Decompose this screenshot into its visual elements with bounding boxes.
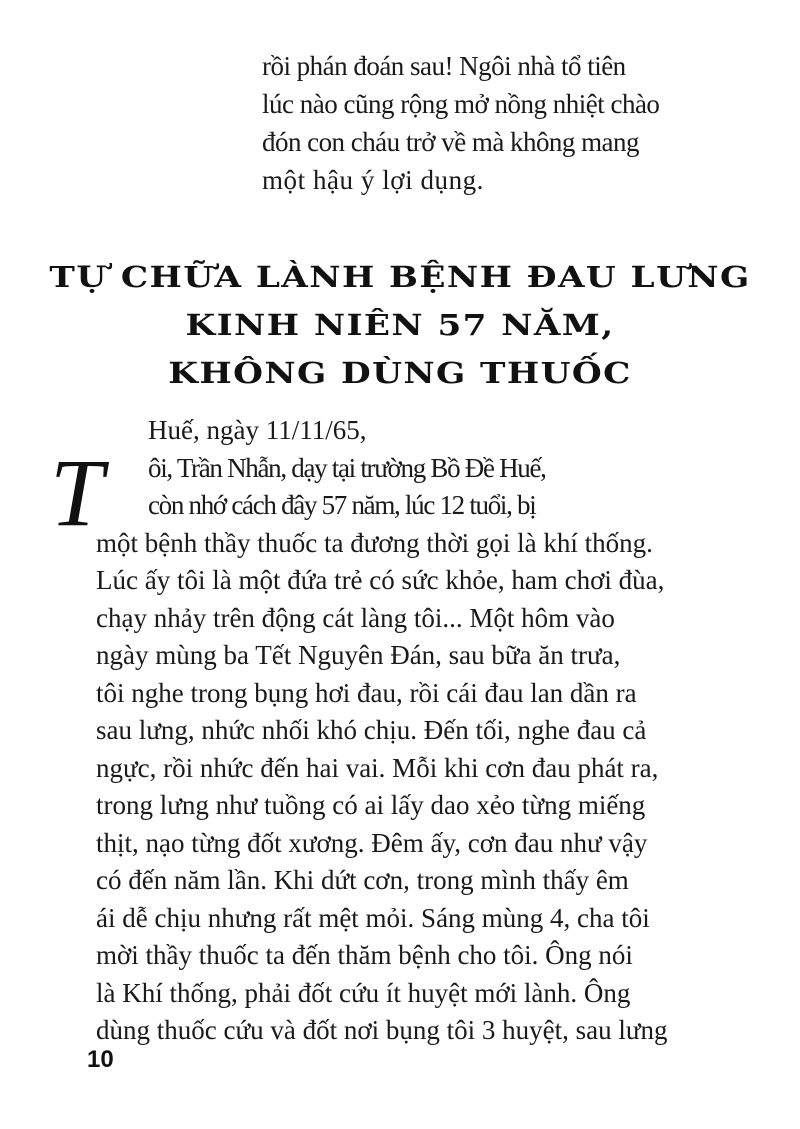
text-line: thịt, nạo từng đốt xương. Đêm ấy, cơn đau như vậy	[96, 827, 648, 858]
text-line: một hậu ý lợi dụng.	[262, 165, 484, 195]
heading-line: KHÔNG DÙNG THUỐC	[168, 356, 632, 390]
text-line: dùng thuốc cứu và đốt nơi bụng tôi 3 huyệt, sau lưng	[96, 1015, 668, 1045]
text-line: ái dễ chịu nhưng rất mệt mỏi. Sáng mùng 4, cha tôi	[96, 902, 650, 933]
text-line: sau lưng, nhức nhối khó chịu. Đến tối, nghe đau cả	[96, 715, 647, 745]
first-line: ôi, Trần Nhẫn, dạy tại trường Bồ Đề Huế,	[148, 452, 546, 483]
text-line: đón con cháu trở về mà không mang	[262, 127, 639, 157]
text-line: Lúc ấy tôi là một đứa trẻ có sức khỏe, ham chơi đùa,	[96, 565, 665, 595]
text-line: ngày mùng ba Tết Nguyên Đán, sau bữa ăn trưa,	[96, 640, 621, 670]
text-line: ngực, rồi nhức đến hai vai. Mỗi khi cơn đau phát ra,	[96, 752, 659, 783]
second-line: còn nhớ cách đây 57 năm, lúc 12 tuổi, bị	[148, 490, 536, 520]
text-line: tôi nghe trong bụng hơi đau, rồi cái đau lan dần ra	[96, 677, 637, 708]
text-line: trong lưng như tuồng có ai lấy dao xẻo từng miếng	[96, 790, 646, 820]
heading-line: KINH NIÊN 57 NĂM,	[185, 308, 615, 342]
dateline: Huế, ngày 11/11/65,	[148, 415, 367, 445]
letter-body	[96, 412, 716, 1050]
text-line: mời thầy thuốc ta đến thăm bệnh cho tôi. Ông nói	[96, 940, 633, 970]
page-number: 10	[87, 1046, 114, 1073]
text-line: chạy nhảy trên động cát làng tôi... Một hôm vào	[96, 602, 615, 633]
text-line: một bệnh thầy thuốc ta đương thời gọi là khí thống.	[96, 527, 653, 558]
text-line: có đến năm lần. Khi dứt cơn, trong mình thấy êm	[96, 865, 629, 895]
continuation-paragraph	[262, 47, 732, 199]
section-heading	[0, 253, 800, 397]
drop-cap-letter: T	[50, 439, 104, 546]
text-line: là Khí thống, phải đốt cứu ít huyệt mới lành. Ông	[96, 977, 631, 1008]
heading-line: TỰ CHỮA LÀNH BỆNH ĐAU LƯNG	[49, 260, 751, 294]
text-line: rồi phán đoán sau! Ngôi nhà tổ tiên	[262, 51, 626, 81]
text-line: lúc nào cũng rộng mở nồng nhiệt chào	[262, 89, 660, 119]
